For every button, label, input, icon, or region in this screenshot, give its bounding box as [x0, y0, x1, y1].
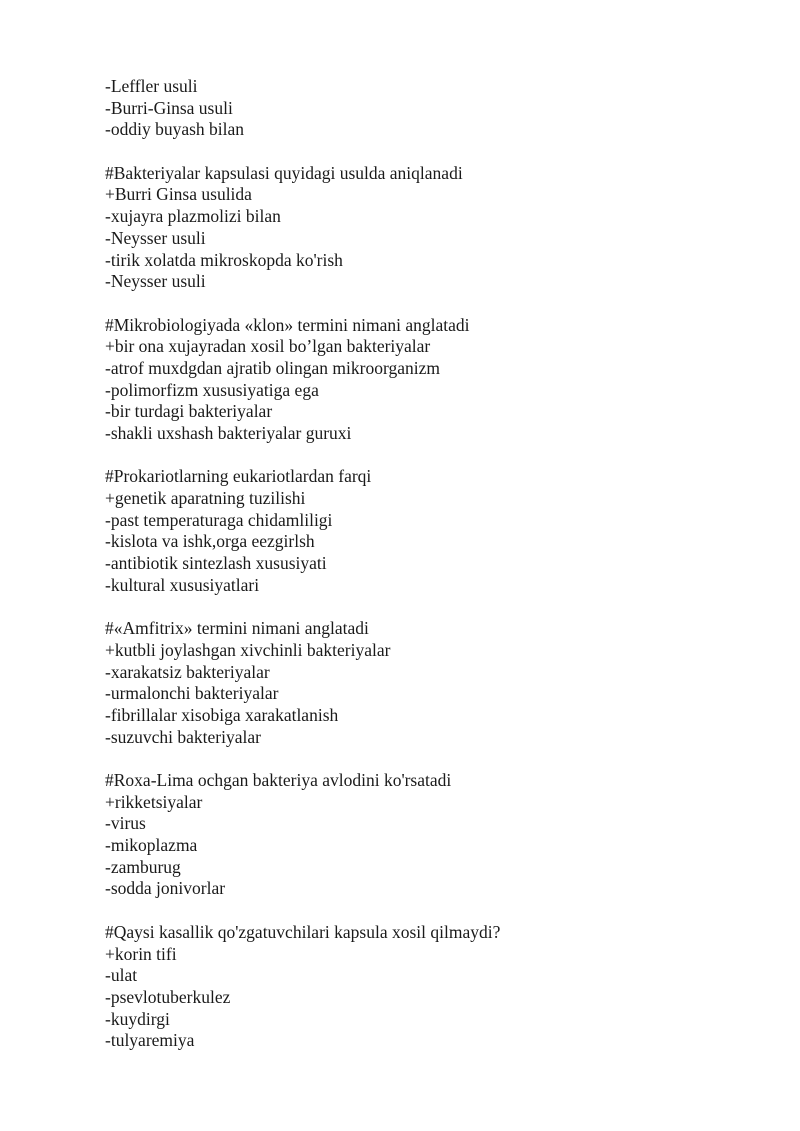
question-line: #Roxa-Lima ochgan bakteriya avlodini ko'rsatadi	[105, 770, 452, 790]
answer-option: -psevlotuberkulez	[105, 986, 231, 1007]
question-block	[105, 770, 745, 900]
answer-option: -atrof muxdgdan ajratib olingan mikroorganizm	[105, 357, 441, 378]
question-line: #«Amfitrix» termini nimani anglatadi	[105, 618, 369, 639]
answer-option: -xarakatsiz bakteriyalar	[105, 661, 270, 682]
answer-option: -oddiy buyash bilan	[105, 119, 245, 140]
question-line: #Qaysi kasallik qo'zgatuvchilari kapsula xosil qilmaydi?	[105, 921, 501, 942]
answer-option: -kuydirgi	[105, 1008, 170, 1029]
answer-option: -virus	[105, 813, 146, 834]
answer-option: -xujayra plazmolizi bilan	[105, 206, 281, 227]
answer-option: -shakli uxshash bakteriyalar guruxi	[105, 423, 352, 443]
answer-option: -antibiotik sintezlash xususiyati	[105, 553, 327, 574]
correct-answer: +bir ona xujayradan xosil bo’lgan bakteriyalar	[105, 336, 431, 357]
block-gap	[105, 748, 745, 770]
quiz-text	[105, 76, 745, 1052]
correct-answer: +genetik aparatning tuzilishi	[105, 488, 306, 509]
question-line: #Mikrobiologiyada «klon» termini nimani anglatadi	[105, 314, 470, 335]
block-gap	[105, 445, 745, 467]
answer-option: -polimorfizm xususiyatiga ega	[105, 379, 319, 400]
answer-option: -kultural xususiyatlari	[105, 574, 260, 595]
correct-answer: +korin tifi	[105, 943, 177, 964]
block-gap	[105, 597, 745, 619]
question-block	[105, 466, 745, 596]
block-gap	[105, 141, 745, 163]
correct-answer: +rikketsiyalar	[105, 791, 203, 812]
answer-option: -past temperaturaga chidamliligi	[105, 509, 333, 530]
answer-option: -ulat	[105, 965, 138, 986]
question-block	[105, 76, 745, 141]
answer-option: -kislota va ishk,orga eezgirlsh	[105, 531, 315, 552]
answer-option: -tirik xolatda mikroskopda ko'rish	[105, 249, 343, 270]
question-block	[105, 618, 745, 748]
answer-option: -mikoplazma	[105, 835, 198, 856]
answer-option: -urmalonchi bakteriyalar	[105, 683, 279, 704]
answer-option: -tulyaremiya	[105, 1030, 195, 1051]
answer-option: -bir turdagi bakteriyalar	[105, 401, 273, 422]
correct-answer: +Burri Ginsa usulida	[105, 184, 252, 205]
question-line: #Prokariotlarning eukariotlardan farqi	[105, 466, 372, 487]
question-block	[105, 922, 745, 1052]
answer-option: -Neysser usuli	[105, 271, 206, 292]
answer-option: -suzuvchi bakteriyalar	[105, 726, 261, 747]
block-gap	[105, 900, 745, 922]
answer-option: -sodda jonivorlar	[105, 878, 226, 899]
answer-option: -Neysser usuli	[105, 227, 206, 248]
answer-option: -Leffler usuli	[105, 76, 198, 96]
block-gap	[105, 293, 745, 315]
correct-answer: +kutbli joylashgan xivchinli bakteriyalar	[105, 639, 391, 660]
question-line: #Bakteriyalar kapsulasi quyidagi usulda aniqlanadi	[105, 162, 463, 183]
answer-option: -fibrillalar xisobiga xarakatlanish	[105, 704, 339, 725]
question-block	[105, 163, 745, 293]
question-block	[105, 315, 745, 445]
answer-option: -zamburug	[105, 856, 181, 877]
answer-option: -Burri-Ginsa usuli	[105, 97, 233, 118]
